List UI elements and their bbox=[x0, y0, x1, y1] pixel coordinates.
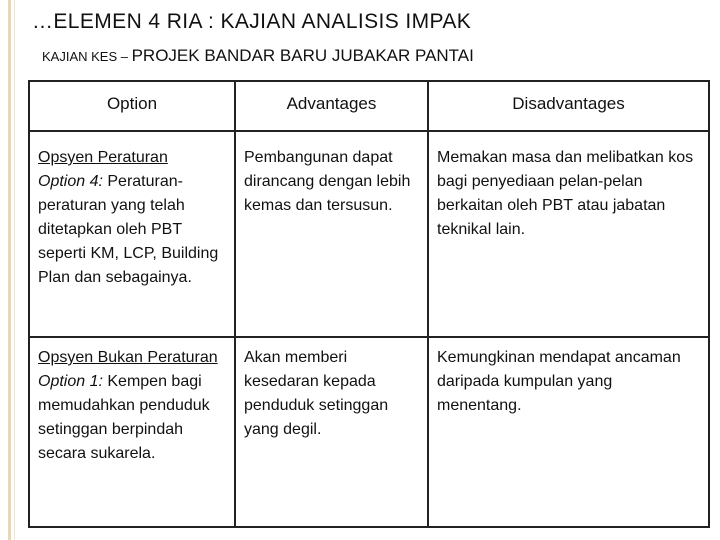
option-cell bbox=[29, 337, 235, 527]
option-description: Kempen bagi memudahkan penduduk setinggan berpindah secara sukarela. bbox=[38, 373, 210, 462]
decorative-left-rule-thin bbox=[14, 0, 15, 540]
disadvantages-cell: Kemungkinan mendapat ancaman daripada kumpulan yang menentang. bbox=[428, 337, 709, 527]
comparison-table-container bbox=[28, 80, 708, 527]
advantages-cell: Pembangunan dapat dirancang dengan lebih kemas dan tersusun. bbox=[235, 131, 428, 337]
header-advantages: Advantages bbox=[235, 81, 428, 131]
option-name: Opsyen Bukan Peraturan bbox=[38, 349, 218, 366]
option-cell bbox=[29, 131, 235, 337]
subtitle-main: PROJEK BANDAR BARU JUBAKAR PANTAI bbox=[131, 46, 474, 65]
page-title: …ELEMEN 4 RIA : KAJIAN ANALISIS IMPAK bbox=[32, 10, 472, 33]
comparison-table bbox=[28, 80, 710, 528]
option-label: Option 4: bbox=[38, 173, 103, 190]
subtitle-prefix: KAJIAN KES – bbox=[42, 49, 132, 64]
disadvantages-cell: Memakan masa dan melibatkan kos bagi penyediaan pelan-pelan berkaitan oleh PBT atau jabatan teknikal lain. bbox=[428, 131, 709, 337]
option-description: Peraturan-peraturan yang telah ditetapkan oleh PBT seperti KM, LCP, Building Plan dan sebagainya. bbox=[38, 173, 219, 286]
table-row bbox=[29, 337, 709, 527]
option-name: Opsyen Peraturan bbox=[38, 149, 168, 166]
advantages-cell: Akan memberi kesedaran kepada penduduk setinggan yang degil. bbox=[235, 337, 428, 527]
table-header-row bbox=[29, 81, 709, 131]
page-subtitle bbox=[42, 46, 474, 66]
header-option: Option bbox=[29, 81, 235, 131]
table-row bbox=[29, 131, 709, 337]
header-disadvantages: Disadvantages bbox=[428, 81, 709, 131]
option-label: Option 1: bbox=[38, 373, 103, 390]
decorative-left-rule bbox=[8, 0, 11, 540]
